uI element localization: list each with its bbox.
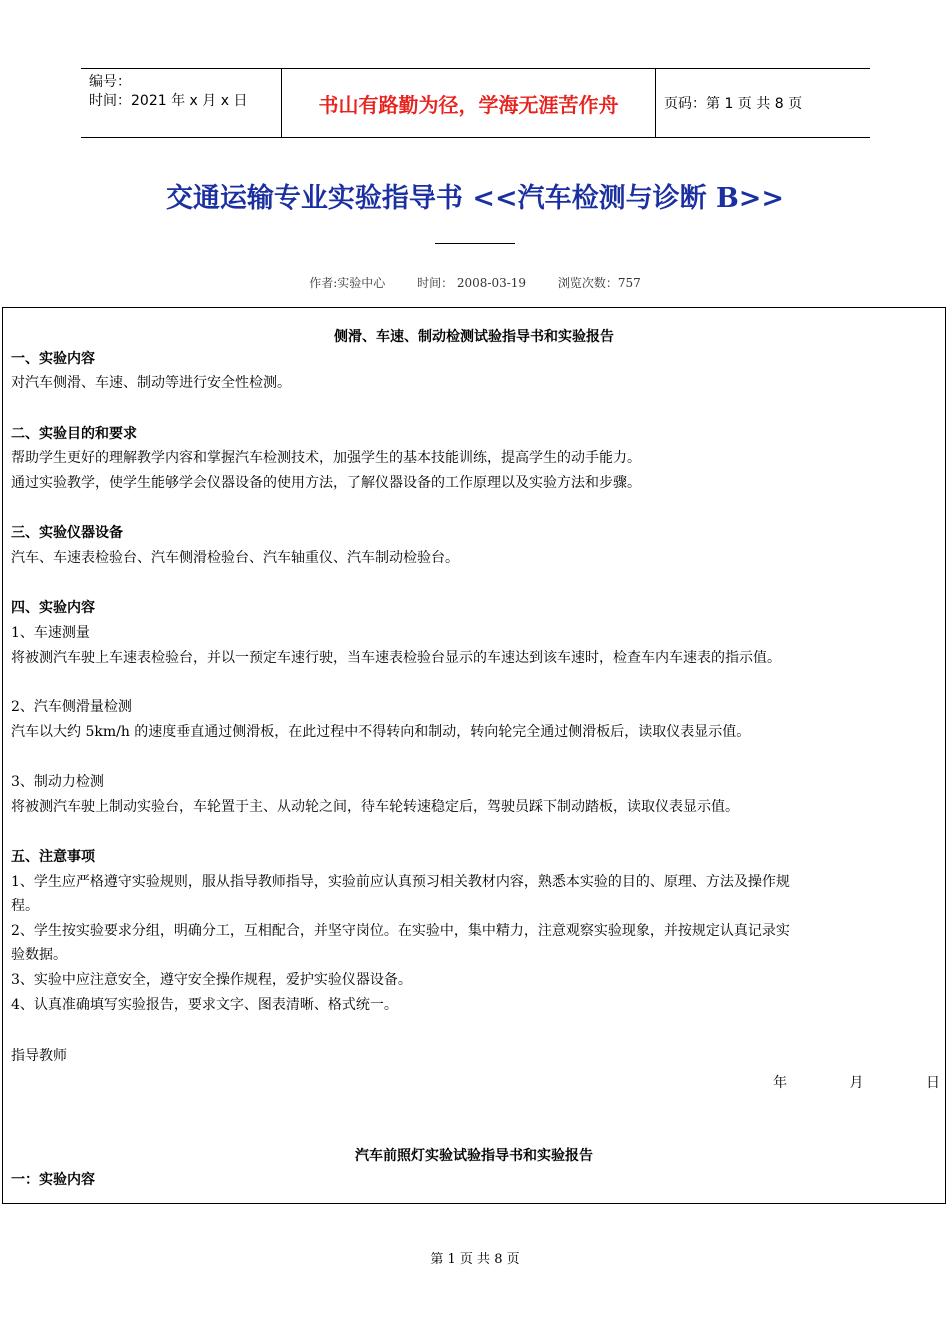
- header-left-cell: [81, 69, 281, 137]
- paragraph: 对汽车侧滑、车速、制动等进行安全性检测。: [11, 375, 291, 391]
- paragraph: 2、学生按实验要求分组，明确分工，互相配合，并坚守岗位。在实验中，集中精力，注意观察实验现象，并按规定认真记录实: [11, 923, 790, 939]
- paragraph: 程。: [11, 898, 39, 914]
- heading-2: 二、实验目的和要求: [11, 426, 137, 442]
- time-label: 时间：2021 年 x 月 x 日: [89, 93, 248, 109]
- paragraph: 4、认真准确填写实验报告，要求文字、图表清晰、格式统一。: [11, 997, 398, 1013]
- section2-title: 汽车前照灯实验试验指导书和实验报告: [355, 1148, 593, 1164]
- paragraph: 汽车、车速表检验台、汽车侧滑检验台、汽车轴重仪、汽车制动检验台。: [11, 550, 459, 566]
- heading-4: 四、实验内容: [11, 600, 95, 616]
- paragraph: 汽车以大约 5km/h 的速度垂直通过侧滑板，在此过程中不得转向和制动，转向轮完全通过侧滑板后，读取仪表显示值。: [11, 724, 751, 740]
- meta-time: 时间： 2008-03-19: [417, 276, 527, 290]
- document-title: 交通运输专业实验指导书 <<汽车检测与诊断 B>>: [165, 183, 785, 214]
- paragraph: 3、制动力检测: [11, 774, 104, 790]
- paragraph: 通过实验教学，使学生能够学会仪器设备的使用方法，了解仪器设备的工作原理以及实验方法和步骤。: [11, 475, 641, 491]
- section1-title: 侧滑、车速、制动检测试验指导书和实验报告: [334, 329, 614, 345]
- meta-views: 浏览次数：757: [557, 276, 641, 290]
- content-box: [2, 307, 946, 1204]
- date-day-label: 日: [926, 1075, 940, 1091]
- heading-5: 五、注意事项: [11, 849, 95, 865]
- paragraph: 将被测汽车驶上车速表检验台，并以一预定车速行驶，当车速表检验台显示的车速达到该车速时，检查车内车速表的指示值。: [11, 650, 781, 666]
- heading-3: 三、实验仪器设备: [11, 525, 123, 541]
- meta-line: [0, 274, 950, 291]
- motto: 书山有路勤为径，学海无涯苦作舟: [281, 69, 656, 137]
- date-year-label: 年: [773, 1075, 788, 1091]
- meta-author: 作者:实验中心: [309, 276, 386, 290]
- page-footer: 第 1 页 共 8 页: [430, 1252, 520, 1267]
- instructor-label: 指导教师: [11, 1048, 67, 1064]
- date-line: [773, 1072, 940, 1092]
- header-table: [81, 68, 870, 138]
- paragraph: 帮助学生更好的理解教学内容和掌握汽车检测技术，加强学生的基本技能训练，提高学生的动手能力。: [11, 450, 641, 466]
- section2-heading-1: 一：实验内容: [11, 1172, 95, 1188]
- paragraph: 2、汽车侧滑量检测: [11, 699, 132, 715]
- paragraph: 验数据。: [11, 947, 67, 963]
- paragraph: 将被测汽车驶上制动实验台，车轮置于主、从动轮之间，待车轮转速稳定后，驾驶员踩下制动踏板，读取仪表显示值。: [11, 799, 739, 815]
- heading-1: 一、实验内容: [11, 351, 95, 367]
- number-label: 编号：: [89, 74, 131, 90]
- date-month-label: 月: [849, 1075, 864, 1091]
- paragraph: 1、车速测量: [11, 625, 90, 641]
- title-rule: [435, 243, 515, 244]
- paragraph: 3、实验中应注意安全，遵守安全操作规程，爱护实验仪器设备。: [11, 972, 412, 988]
- page-info: 页码：第 1 页 共 8 页: [664, 96, 803, 112]
- paragraph: 1、学生应严格遵守实验规则，服从指导教师指导，实验前应认真预习相关教材内容，熟悉本实验的目的、原理、方法及操作规: [11, 874, 790, 890]
